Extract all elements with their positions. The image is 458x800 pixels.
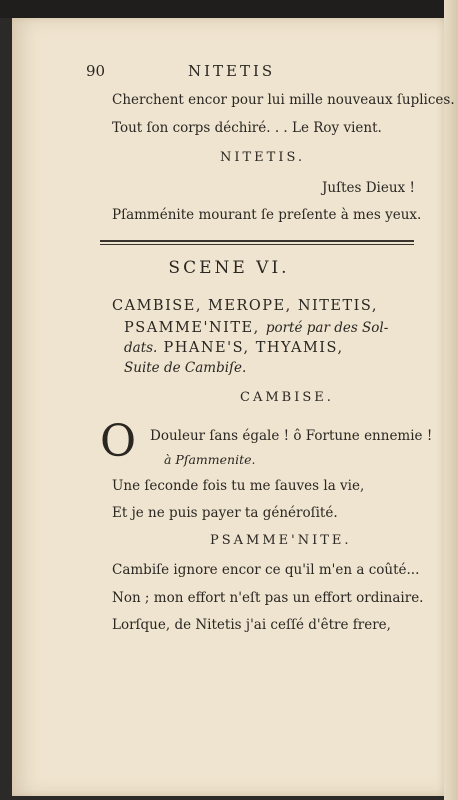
cast-stage-note: porté par des Sol- [265,320,389,336]
scene-divider-rule [100,240,414,242]
speaker-name: CAMBISE. [240,390,334,405]
cast-stage-note: dats. [124,340,158,356]
cast-name: PSAMME'NITE, [124,320,260,336]
cast-line [124,320,388,336]
cast-line [124,360,246,376]
verse-line: Cherchent encor pour lui mille nouveaux ſuplices. [112,92,455,108]
page-number: 90 [86,62,106,80]
speaker-name: NITETIS. [220,150,306,165]
verse-line: Non ; mon effort n'eſt pas un effort ordinaire. [112,590,424,606]
scene-heading: SCENE VI. [168,258,290,278]
verse-line: Lorſque, de Nitetis j'ai ceſſé d'être frere, [112,617,391,633]
cast-line [124,340,344,356]
verse-line: Douleur ſans égale ! ô Fortune ennemie ! [150,428,433,444]
scan-top-border [0,0,458,18]
verse-line: Pſamménite mourant ſe preſente à mes yeux. [112,207,422,223]
book-gutter [444,0,458,800]
scene-divider-rule-thin [100,244,414,245]
verse-line: Une ſeconde fois tu me ſauves la vie, [112,478,365,494]
running-title: NITETIS [188,62,276,80]
drop-capital: O [100,416,137,467]
verse-line: Cambiſe ignore encor ce qu'il m'en a coûté... [112,562,420,578]
cast-stage-note: Suite de Cambiſe. [124,360,247,376]
cast-line: CAMBISE, MEROPE, NITETIS, [112,298,378,314]
verse-line: Juſtes Dieux ! [322,180,415,196]
verse-line: Tout ſon corps déchiré. . . Le Roy vient. [112,120,382,136]
stage-direction: à Pſammenite. [164,452,256,467]
verse-line: Et je ne puis payer ta généroſité. [112,505,338,521]
speaker-name: PSAMME'NITE. [210,533,352,548]
cast-name: PHANE'S, THYAMIS, [163,340,344,356]
